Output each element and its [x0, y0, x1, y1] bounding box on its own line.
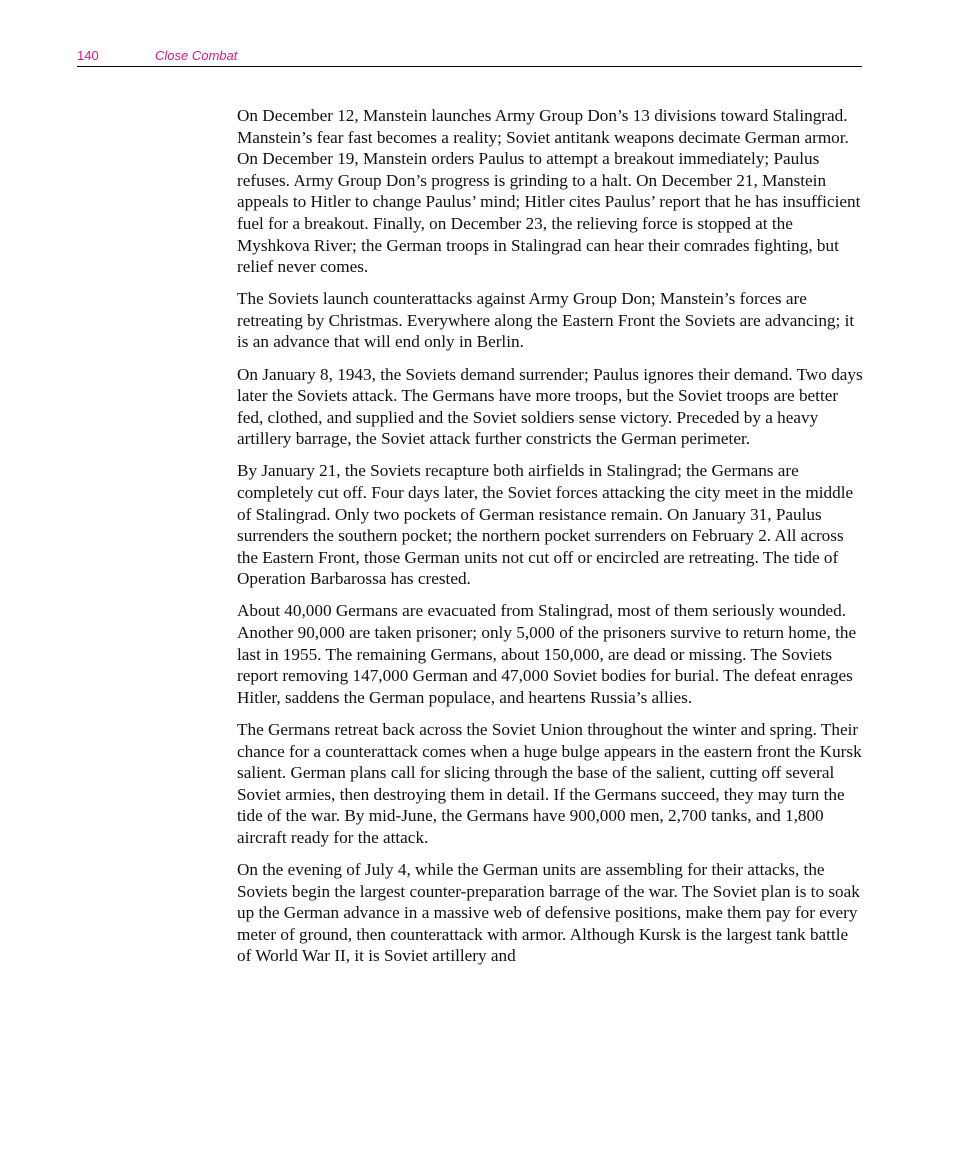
paragraph: The Germans retreat back across the Soviet Union throughout the winter and spring. Their chance for a counterattack comes when a huge bulge appears in the eastern front the Kursk salient. German plans call for slicing through the base of the salient, cutting off several Soviet armies, then destroying them in detail. If the Germans succeed, they may turn the tide of the war. By mid-June, the Germans have 900,000 men, 2,700 tanks, and 1,800 aircraft ready for the attack. — [237, 719, 862, 847]
paragraph: On December 12, Manstein launches Army Group Don’s 13 divisions toward Stalingrad. Manstein’s fear fast becomes a reality; Soviet antitank weapons decimate German armor. On December 19, Manstein orders Paulus to attempt a breakout immediately; Paulus refuses. Army Group Don’s progress is grinding to a halt. On December 21, Manstein appeals to Hitler to change Paulus’ mind; Hitler cites Paulus’ report that he has insufficient fuel for a breakout. Finally, on December 23, the relieving force is stopped at the Myshkova River; the German troops in Stalingrad can hear their comrades fighting, but relief never comes. — [237, 106, 861, 277]
paragraph: On the evening of July 4, while the German units are assembling for their attacks, the Soviets begin the largest counter-preparation barrage of the war. The Soviet plan is to soak up the German advance in a massive web of defensive positions, make them pay for every meter of ground, then counterattack with armor. Although Kursk is the largest tank battle of World War II, it is Soviet artillery and — [237, 860, 860, 966]
body-text — [237, 105, 865, 977]
paragraph: On January 8, 1943, the Soviets demand surrender; Paulus ignores their demand. Two days later the Soviets attack. The Germans have more troops, but the Soviet troops are better fed, clothed, and supplied and the Soviet soldiers sense victory. Preceded by a heavy artillery barrage, the Soviet attack further constricts the German perimeter. — [237, 364, 863, 449]
paragraph: The Soviets launch counterattacks against Army Group Don; Manstein’s forces are retreating by Christmas. Everywhere along the Eastern Front the Soviets are advancing; it is an advance that will end only in Berlin. — [237, 289, 855, 352]
page-number: 140 — [77, 48, 99, 63]
page-header — [77, 47, 862, 67]
paragraph: About 40,000 Germans are evacuated from Stalingrad, most of them seriously wounded. Another 90,000 are taken prisoner; only 5,000 of the prisoners survive to return home, the last in 1955. The remaining Germans, about 150,000, are dead or missing. The Soviets report removing 147,000 German and 47,000 Soviet bodies for burial. The defeat enrages Hitler, saddens the German populace, and heartens Russia’s allies. — [237, 601, 857, 707]
paragraph: By January 21, the Soviets recapture both airfields in Stalingrad; the Germans are completely cut off. Four days later, the Soviet forces attacking the city meet in the middle of Stalingrad. Only two pockets of German resistance remain. On January 31, Paulus surrenders the southern pocket; the northern pocket surrenders on February 2. All across the Eastern Front, those German units not cut off or encircled are retreating. The tide of Operation Barbarossa has crested. — [237, 461, 854, 589]
running-title: Close Combat — [155, 48, 238, 63]
